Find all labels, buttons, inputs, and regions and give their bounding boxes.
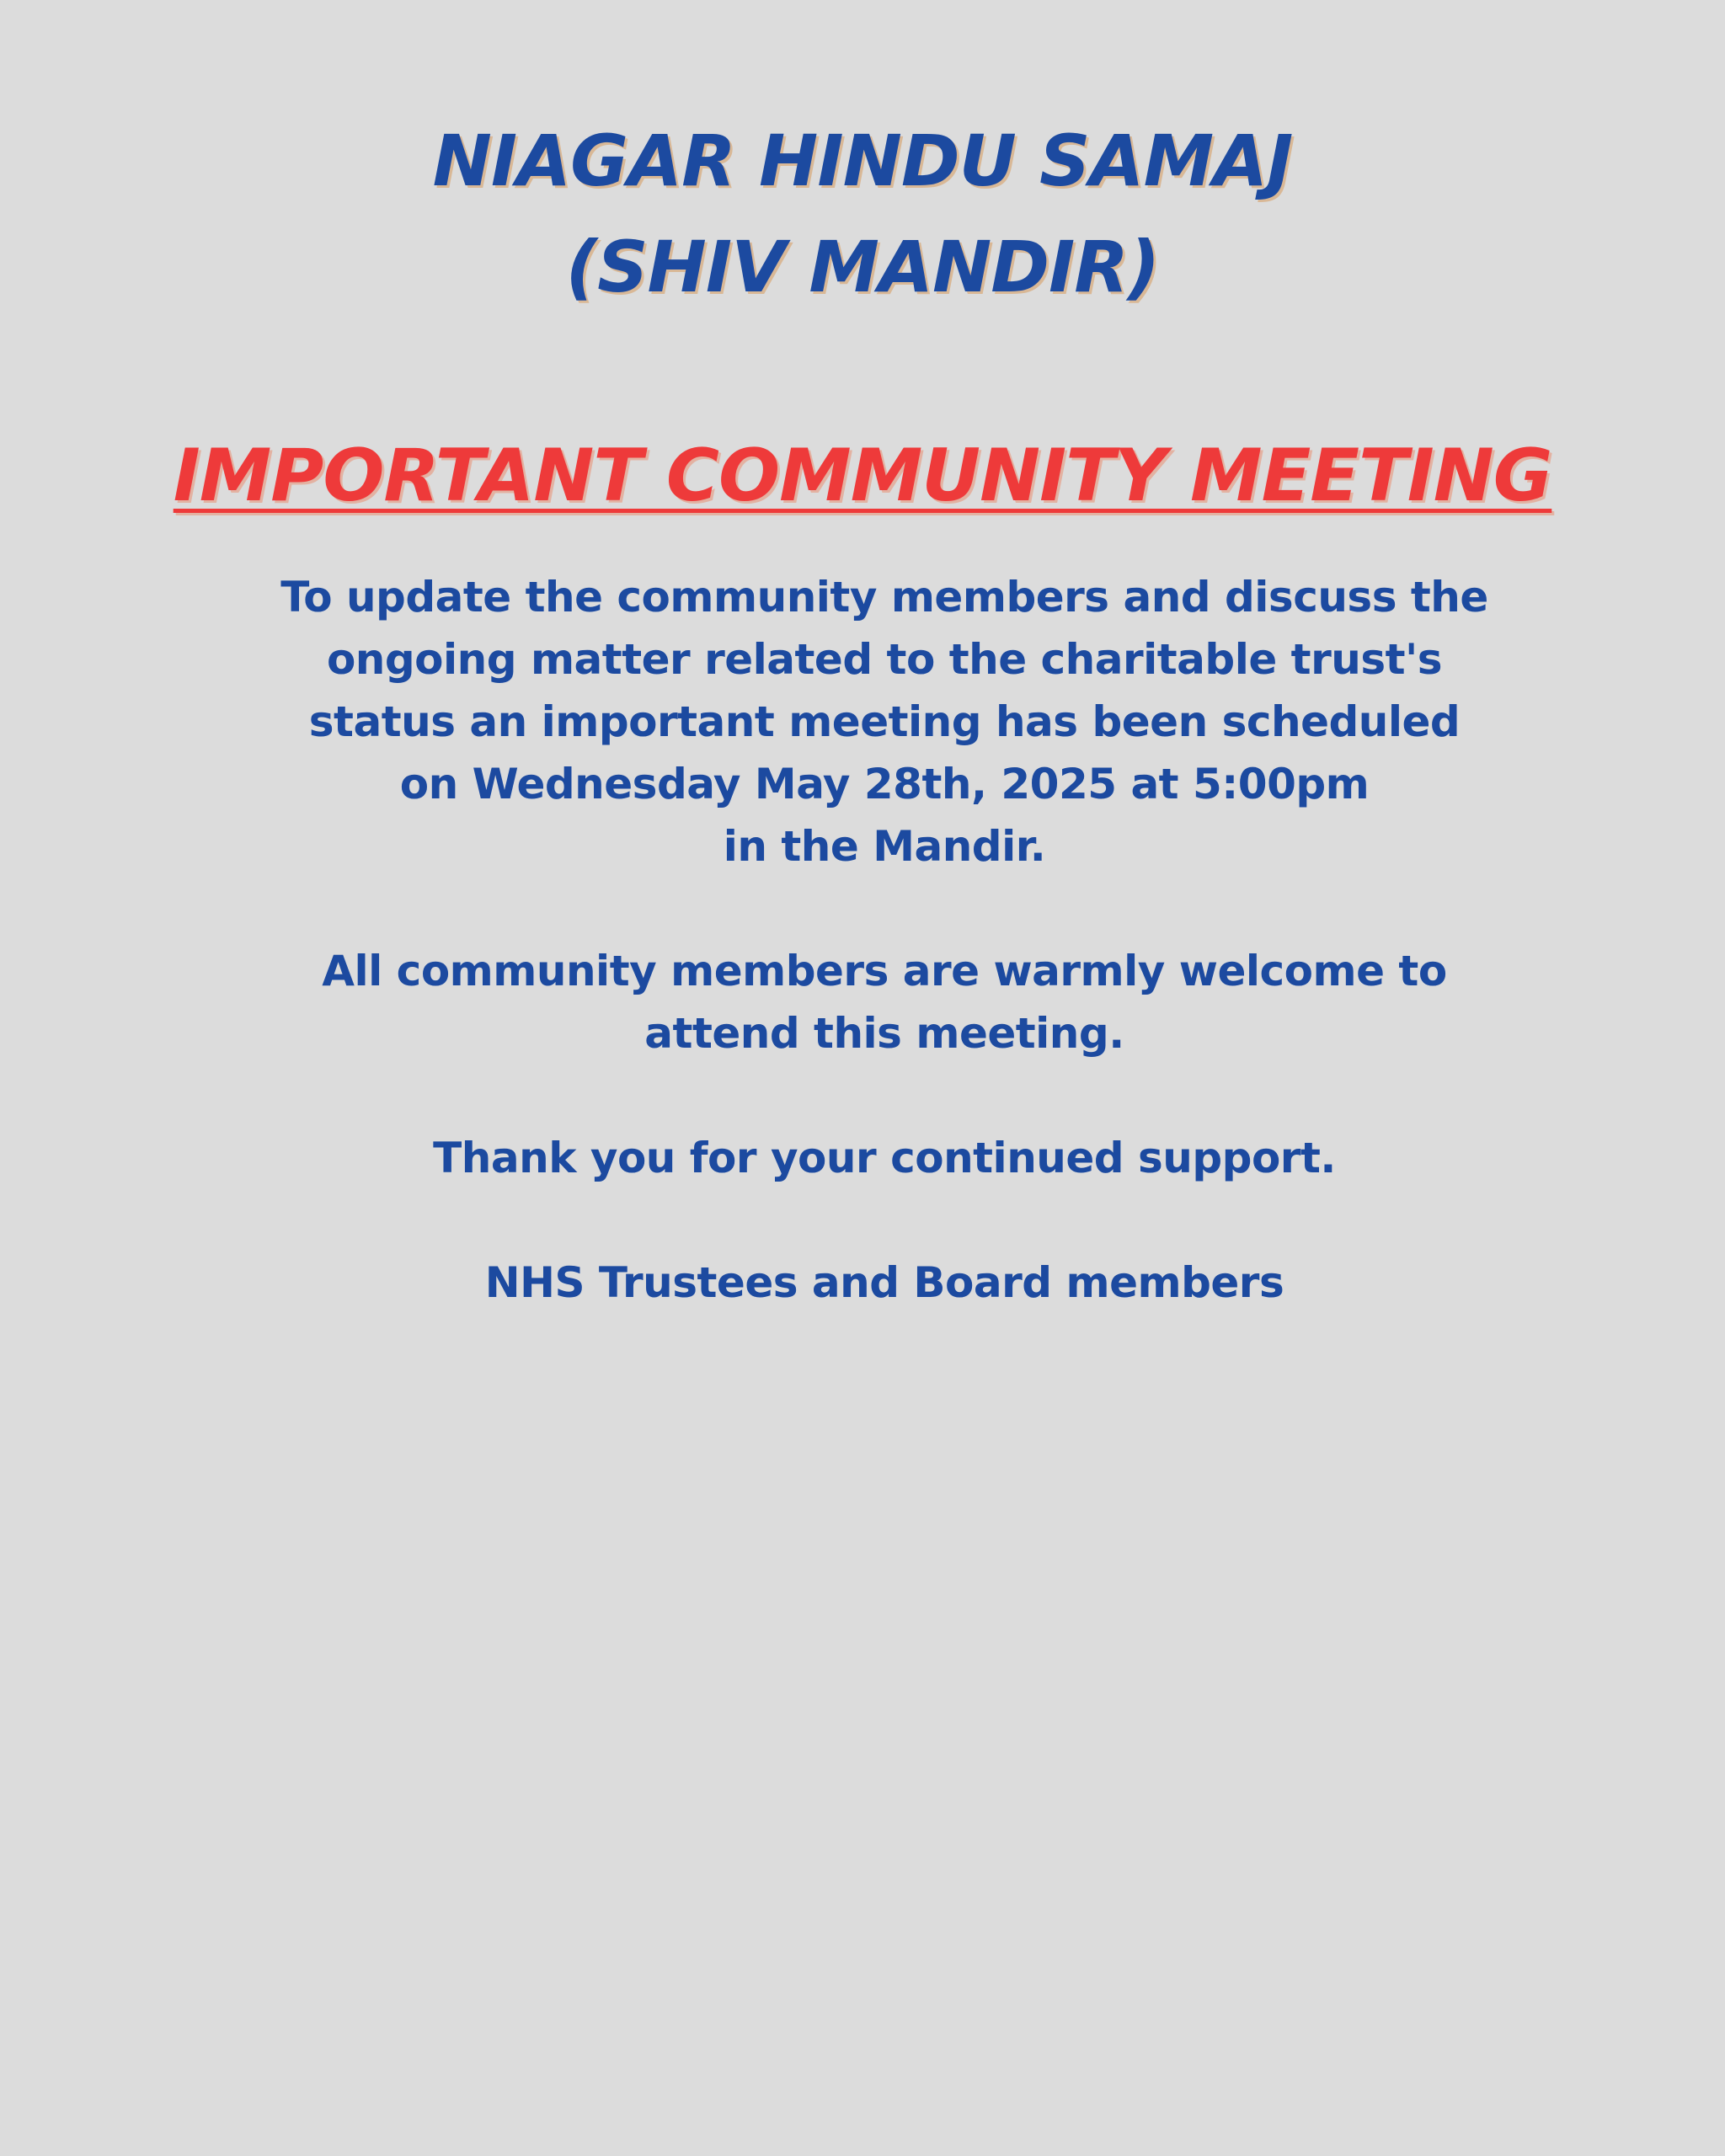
- welcome-line: attend this meeting.: [644, 1009, 1124, 1058]
- announcement-line: in the Mandir.: [723, 822, 1046, 871]
- welcome-line: All community members are warmly welcome to: [322, 947, 1447, 995]
- signature-line: NHS Trustees and Board members: [484, 1258, 1284, 1307]
- announcement-line: status an important meeting has been scheduled: [308, 697, 1461, 746]
- page-title: [0, 108, 1725, 320]
- thanks-text: [0, 1127, 1725, 1189]
- meeting-headline: IMPORTANT COMMUNITY MEETING: [173, 434, 1552, 518]
- signature-text: [0, 1251, 1725, 1314]
- temple-name: (SHIV MANDIR): [565, 226, 1160, 308]
- announcement-line: ongoing matter related to the charitable trust's: [326, 635, 1443, 684]
- announcement-line: To update the community members and discuss the: [280, 573, 1488, 622]
- announcement-paragraph: [0, 566, 1725, 878]
- announcement-line: on Wednesday May 28th, 2025 at 5:00pm: [399, 760, 1370, 808]
- org-name: NIAGAR HINDU SAMAJ: [432, 120, 1293, 202]
- welcome-paragraph: [0, 940, 1725, 1065]
- thanks-line: Thank you for your continued support.: [433, 1134, 1336, 1182]
